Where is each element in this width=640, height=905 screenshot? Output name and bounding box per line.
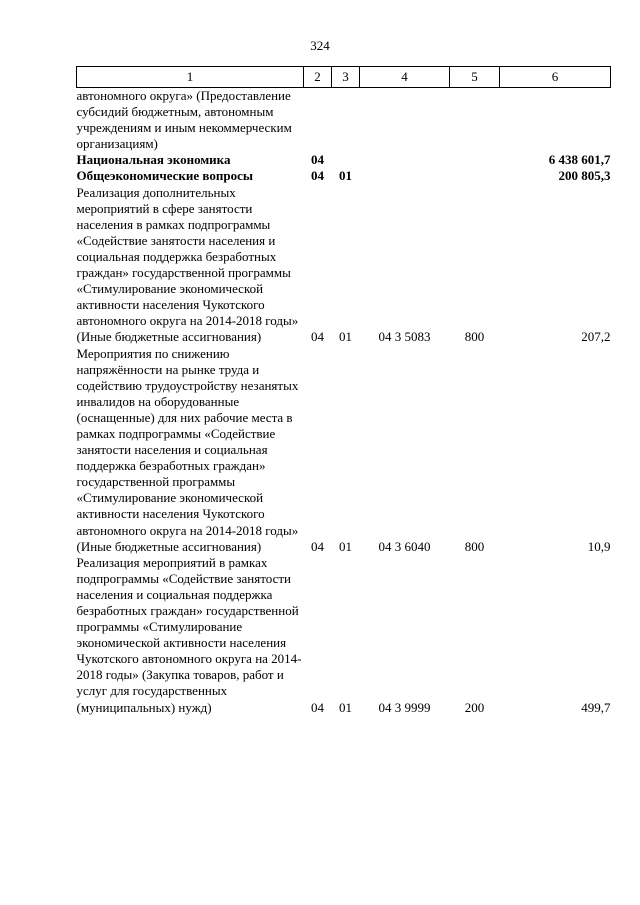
row-section [304,88,332,153]
budget-table [76,66,611,716]
row-subsection: 01 [339,168,352,184]
table-row [77,168,611,184]
row-expense-type: 800 [464,329,485,345]
row-subsection: 01 [339,699,352,715]
table-body [77,88,611,716]
header-col-5: 5 [450,67,500,88]
row-amount: 200 805,3 [558,168,611,184]
row-amount: 207,2 [581,329,611,345]
table-header [77,67,611,88]
row-section: 04 [311,152,324,168]
table-row [77,152,611,168]
row-target-code [360,168,450,184]
row-amount: 10,9 [587,538,611,554]
table-row [77,346,611,555]
row-target-code: 04 3 6040 [378,538,431,554]
row-subsection: 01 [339,329,352,345]
header-col-4: 4 [360,67,450,88]
table-row [77,555,611,716]
page-number: 324 [310,38,330,53]
row-description: Реализация мероприятий в рамках подпрограммы «Содействие занятости населения и социальная поддержка безработных граждан» государственной программы «Стимулирование экономической активности населения Чукотского автономного округа на 2014-2018 годы» (Закупка товаров, работ и услуг для государственных (муниципальных) нужд) [76,554,302,715]
row-subsection [332,152,360,168]
header-col-1: 1 [77,67,304,88]
header-col-2: 2 [304,67,332,88]
row-section: 04 [311,168,324,184]
table-row [77,185,611,346]
row-subsection: 01 [339,538,352,554]
row-expense-type [450,88,500,153]
row-description: Общеэкономические вопросы [76,168,253,184]
row-expense-type: 200 [464,699,485,715]
row-target-code: 04 3 9999 [378,699,431,715]
row-target-code [360,88,450,153]
row-amount: 6 438 601,7 [548,152,611,168]
row-section: 04 [311,329,324,345]
header-col-3: 3 [332,67,360,88]
header-col-6: 6 [500,67,611,88]
row-section: 04 [311,538,324,554]
row-subsection [332,88,360,153]
row-expense-type [450,152,500,168]
row-description: Национальная экономика [76,152,231,168]
row-expense-type: 800 [464,538,485,554]
row-amount: 499,7 [581,699,611,715]
table-row [77,88,611,153]
row-expense-type [450,168,500,184]
header-row [77,67,611,88]
row-section: 04 [311,699,324,715]
row-description: Реализация дополнительных мероприятий в сфере занятости населения в рамках подпрограммы «Содействие занятости населения и социальная поддержка безработных граждан» государственной программы «Стимулирование экономической активности населения Чукотского автономного округа на 2014-2018 годы» (Иные бюджетные ассигнования) [76,184,299,345]
row-target-code [360,152,450,168]
row-target-code: 04 3 5083 [378,329,431,345]
row-description: автономного округа» (Предоставление субсидий бюджетным, автономным учреждениям и иным некоммерческим организациям) [76,88,292,152]
row-amount [500,88,611,153]
row-description: Мероприятия по снижению напряжённости на рынке труда и содействию трудоустройству незанятых инвалидов на оборудованные (оснащенные) для них рабочие места в рамках подпрограммы «Содействие занятости населения и социальная поддержка безработных граждан» государственной программы «Стимулирование экономической активности населения Чукотского автономного округа на 2014-2018 годы» (Иные бюджетные ассигнования) [76,345,299,554]
